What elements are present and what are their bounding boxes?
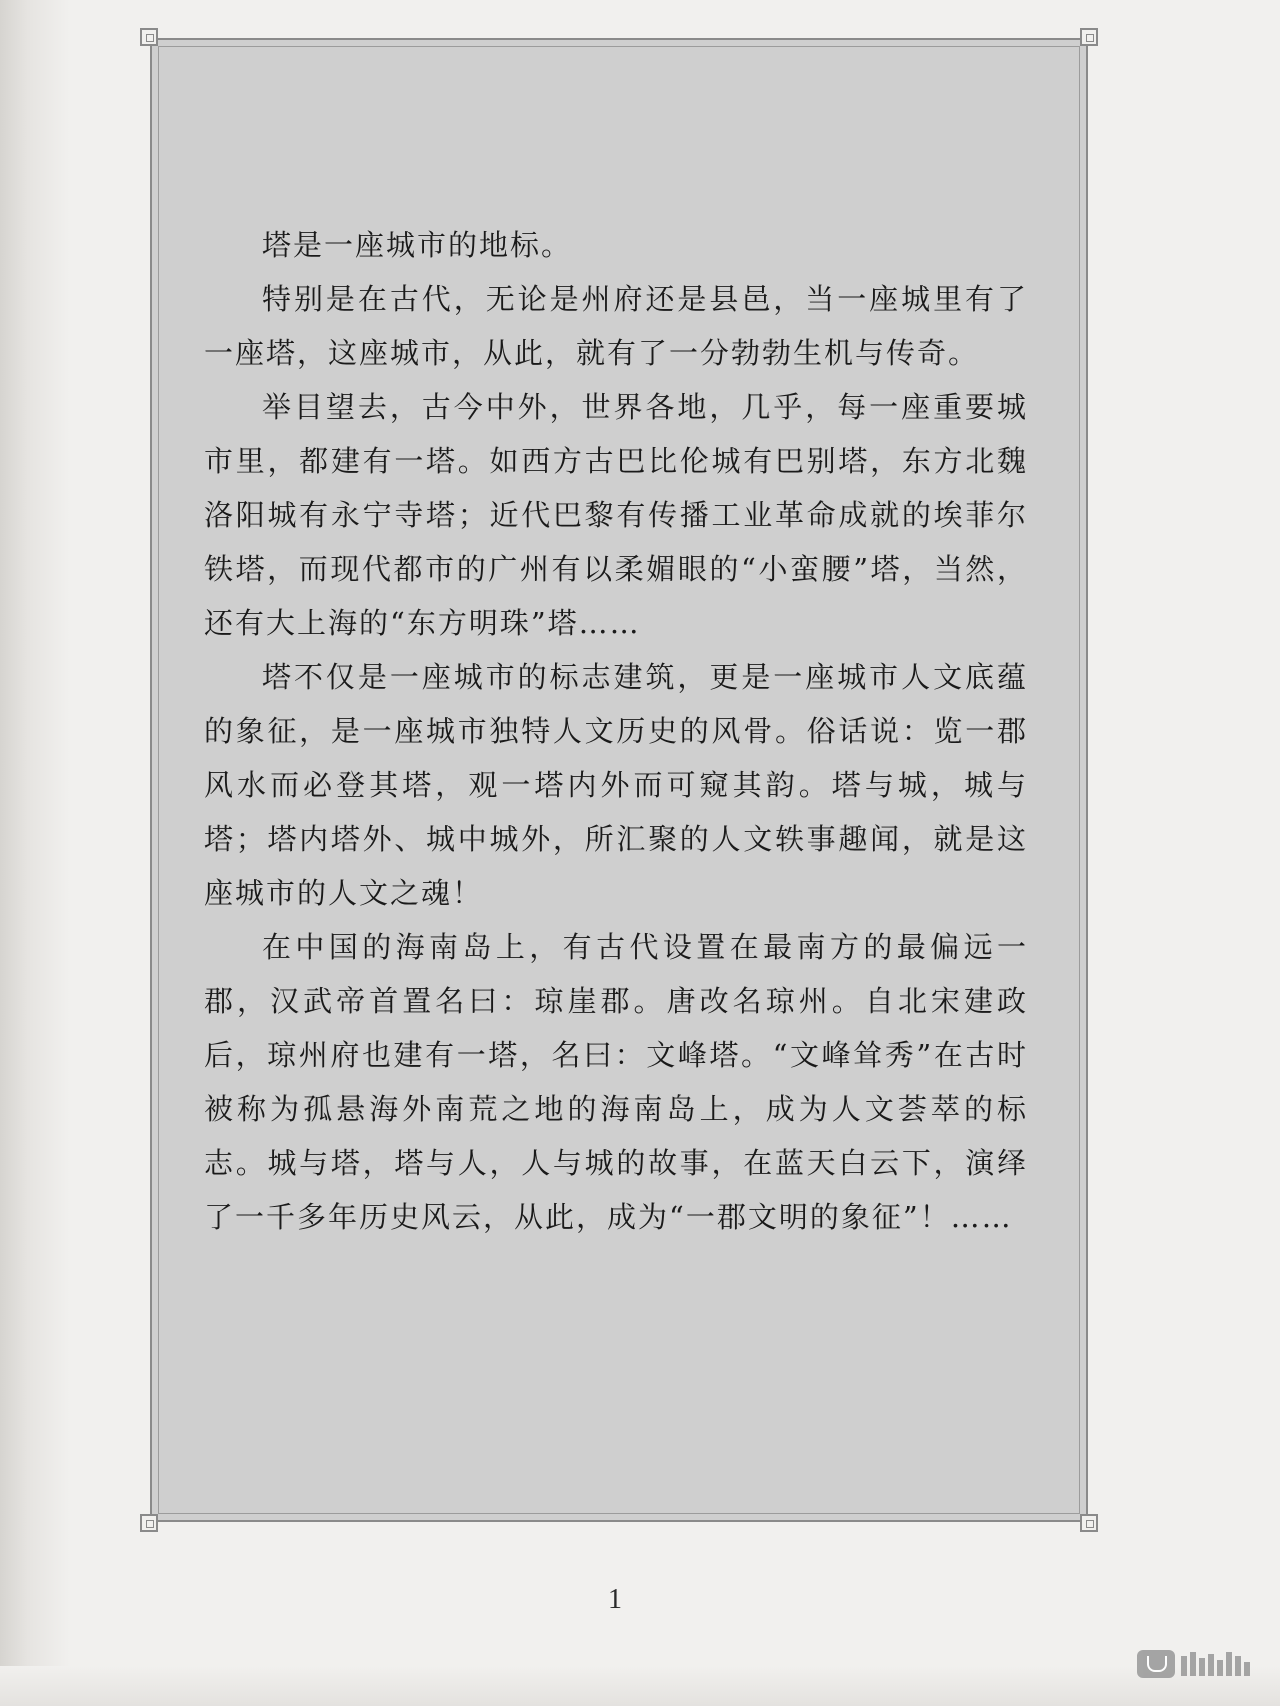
paragraph: 塔不仅是一座城市的标志建筑，更是一座城市人文底蕴的象征，是一座城市独特人文历史的风骨。俗话说：览一郡风水而必登其塔，观一塔内外而可窥其韵。塔与城，城与塔；塔内塔外、城中城外，所汇聚的人文轶事趣闻，就是这座城市的人文之魂！ [204, 660, 1028, 910]
page-number: 1 [608, 1584, 622, 1615]
page-bottom-edge [0, 1666, 1280, 1706]
watermark [1137, 1650, 1250, 1678]
watermark-bars-icon [1181, 1652, 1250, 1676]
paragraph: 塔是一座城市的地标。 [262, 228, 573, 262]
frame-corner-ornament [140, 1514, 158, 1532]
paragraph: 特别是在古代，无论是州府还是县邑，当一座城里有了一座塔，这座城市，从此，就有了一分勃勃生机与传奇。 [204, 282, 1028, 370]
book-gutter-shadow [0, 0, 70, 1706]
frame-corner-ornament [1080, 28, 1098, 46]
paragraph: 举目望去，古今中外，世界各地，几乎，每一座重要城市里，都建有一塔。如西方古巴比伦城有巴别塔，东方北魏洛阳城有永宁寺塔；近代巴黎有传播工业革命成就的埃菲尔铁塔，而现代都市的广州有以柔媚眼的“小蛮腰”塔，当然，还有大上海的“东方明珠”塔…… [204, 390, 1028, 640]
body-text [204, 218, 1028, 1244]
frame-corner-ornament [140, 28, 158, 46]
paragraph: 在中国的海南岛上，有古代设置在最南方的最偏远一郡，汉武帝首置名曰：琼崖郡。唐改名琼州。自北宋建政后，琼州府也建有一塔，名曰：文峰塔。“文峰耸秀”在古时被称为孤悬海外南荒之地的海南岛上，成为人文荟萃的标志。城与塔，塔与人，人与城的故事，在蓝天白云下，演绎了一千多年历史风云，从此，成为“一郡文明的象征”！…… [204, 930, 1028, 1234]
watermark-logo-icon [1137, 1650, 1175, 1678]
frame-corner-ornament [1080, 1514, 1098, 1532]
